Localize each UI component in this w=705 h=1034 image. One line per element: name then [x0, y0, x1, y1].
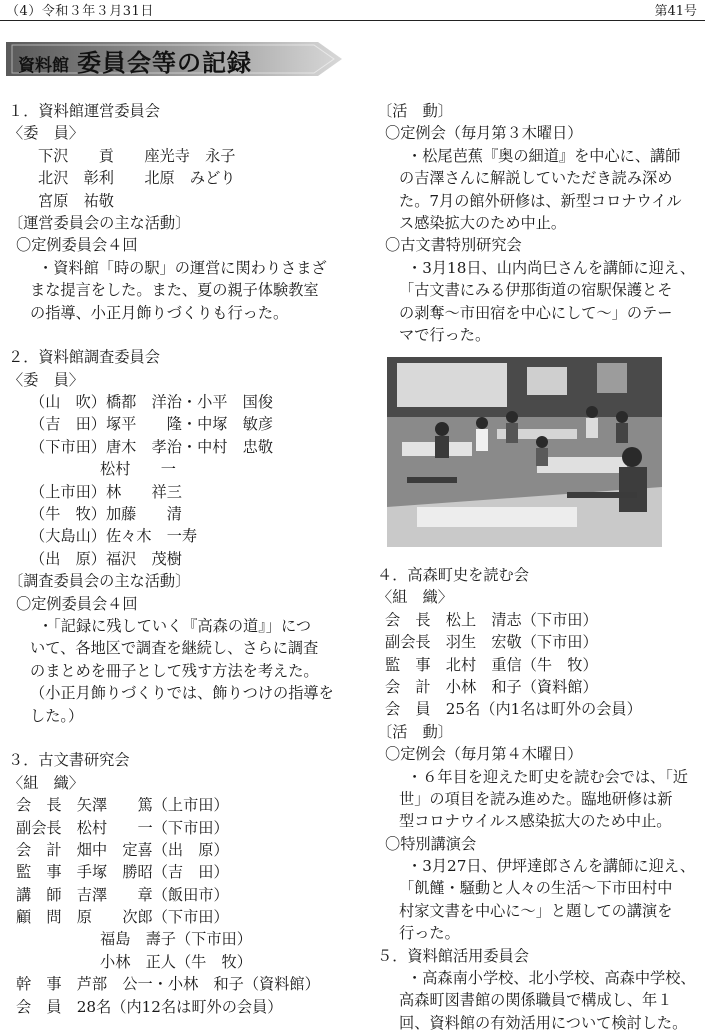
text-line: ・3月27日、伊坪達郎さんを講師に迎え、 — [407, 857, 696, 876]
page-header — [0, 0, 705, 20]
text-line: た。7月の館外研修は、新型コロナウイル — [399, 191, 682, 210]
right-column-top — [377, 100, 699, 346]
text-line: ３．古文書研究会 — [8, 751, 130, 770]
text-line: 回、資料館の有効活用について検討した。 — [399, 1013, 688, 1032]
text-line: した。） — [30, 706, 84, 725]
text-line: 〇定例委員会４回 — [16, 236, 138, 255]
text-line: 行った。 — [399, 924, 460, 943]
text-line: 世」の項目を読み進めた。臨地研修は新 — [399, 789, 673, 808]
text-line: 村家文書を中心に～」と題しての講演を — [399, 901, 673, 920]
text-line: （下市田）唐木 孝治・中村 忠敬 — [30, 437, 273, 456]
banner-label-small: 資料館 — [18, 56, 69, 76]
text-line: 〇定例会（毎月第４木曜日） — [385, 745, 583, 764]
text-line: ・松尾芭蕉『奥の細道』を中心に、講師 — [407, 146, 681, 165]
section-banner — [6, 40, 342, 78]
text-line: 会 計 畑中 定喜（出 原） — [16, 840, 229, 859]
text-line: 副会長 松村 一（下市田） — [16, 818, 229, 837]
text-line: 宮原 祐敬 — [38, 191, 114, 210]
text-line: 顧 問 原 次郎（下市田） — [16, 908, 229, 927]
text-line: ・3月18日、山内尚巳さんを講師に迎え、 — [407, 258, 696, 277]
text-line: ・高森南小学校、北小学校、高森中学校、 — [407, 969, 696, 988]
text-line: １．資料館運営委員会 — [8, 102, 160, 120]
text-line: （山 吹）橋都 洋治・小平 国俊 — [30, 393, 273, 412]
right-column — [377, 100, 699, 346]
text-line: ス感染拡大のため中止。 — [399, 213, 567, 232]
text-line: 〔活 動〕 — [377, 102, 453, 120]
text-line: 松村 一 — [100, 460, 176, 479]
text-line — [8, 324, 356, 346]
text-line: 〇特別講演会 — [385, 834, 477, 853]
text-line: （出 原）福沢 茂樹 — [30, 549, 182, 568]
text-line: ５．資料館活用委員会 — [377, 946, 529, 965]
text-line: 「飢饉・騒動と人々の生活～下市田村中 — [399, 879, 673, 898]
text-line: （大島山）佐々木 一寿 — [30, 527, 198, 546]
text-line: 監 事 手塚 勝昭（吉 田） — [16, 863, 229, 882]
banner-label-big: 委員会等の記録 — [77, 49, 252, 77]
text-line: の剥奪～市田宿を中心にして～」のテー — [399, 303, 673, 322]
text-line: 〔調査委員会の主な活動〕 — [8, 572, 191, 591]
text-line: 会 長 矢澤 篤（上市田） — [16, 796, 229, 815]
banner-title — [18, 43, 252, 78]
text-line: ２．資料館調査委員会 — [8, 348, 160, 367]
right-column-bottom — [377, 564, 699, 1034]
text-line: 〈委 員〉 — [8, 370, 84, 389]
meeting-photo — [387, 357, 662, 547]
text-line: 幹 事 芦部 公一・小林 和子（資料館） — [16, 975, 320, 994]
text-line: 〇定例委員会４回 — [16, 594, 138, 613]
text-line: ・資料館「時の駅」の運営に関わりさまざ — [38, 258, 327, 277]
text-line: いて、各地区で調査を継続し、さらに調査 — [30, 639, 319, 658]
text-line: 〔運営委員会の主な活動〕 — [8, 213, 191, 232]
text-line: 型コロナウイルス感染拡大のため中止。 — [399, 812, 672, 831]
text-line: 〈委 員〉 — [8, 124, 84, 143]
text-line: まな提言をした。また、夏の親子体験教室 — [30, 281, 319, 300]
text-line: のまとめを冊子として残す方法を考えた。 — [30, 661, 319, 680]
text-line: 監 事 北村 重信（牛 牧） — [385, 655, 598, 674]
text-line: ・「記録に残していく『高森の道』」につ — [38, 616, 312, 635]
meeting-photo-image — [387, 357, 662, 547]
left-column — [8, 100, 356, 1018]
text-line: 講 師 吉澤 章（飯田市） — [16, 885, 229, 904]
text-line: 〈組 織〉 — [8, 773, 84, 792]
text-line: （上市田）林 祥三 — [30, 482, 182, 501]
text-line: 会 員 25名（内1名は町外の会員） — [385, 700, 642, 719]
right-column-lower — [377, 564, 699, 1034]
issue-number: 第41号 — [654, 4, 697, 19]
header-rule — [0, 20, 705, 21]
text-line: 「古文書にみる伊那街道の宿駅保護とそ — [399, 281, 673, 300]
text-line: 〔活 動〕 — [377, 722, 453, 741]
text-line: 会 計 小林 和子（資料館） — [385, 677, 598, 696]
text-line: 会 員 28名（内12名は町外の会員） — [16, 997, 283, 1016]
text-line: 下沢 貢 座光寺 永子 — [38, 146, 236, 165]
text-line: 〈組 織〉 — [377, 588, 453, 607]
text-line: 高森町図書館の関係職員で構成し、年１ — [399, 991, 673, 1010]
text-line: 〇定例会（毎月第３木曜日） — [385, 124, 583, 143]
text-line: 小林 正人（牛 牧） — [100, 952, 252, 971]
text-line — [8, 727, 356, 749]
text-line: 会 長 松上 清志（下市田） — [385, 610, 598, 629]
text-line: 〇古文書特別研究会 — [385, 236, 522, 255]
text-line: の指導、小正月飾りづくりも行った。 — [30, 303, 289, 322]
text-line: マで行った。 — [399, 325, 491, 344]
text-line: 北沢 彰利 北原 みどり — [38, 169, 236, 188]
text-line: （牛 牧）加藤 清 — [30, 505, 182, 524]
text-line: ４．高森町史を読む会 — [377, 566, 529, 584]
issue-date: （4）令和３年３月31日 — [6, 4, 154, 19]
text-line: 副会長 羽生 宏敬（下市田） — [385, 633, 598, 652]
text-line: ・６年目を迎えた町史を読む会では、「近 — [407, 767, 688, 786]
text-line: （小正月飾りづくりでは、飾りつけの指導を — [30, 684, 334, 703]
text-line: 福島 壽子（下市田） — [100, 930, 252, 949]
text-line: （吉 田）塚平 隆・中塚 敏彦 — [30, 415, 273, 434]
text-line: の吉澤さんに解説していただき読み深め — [399, 169, 673, 188]
